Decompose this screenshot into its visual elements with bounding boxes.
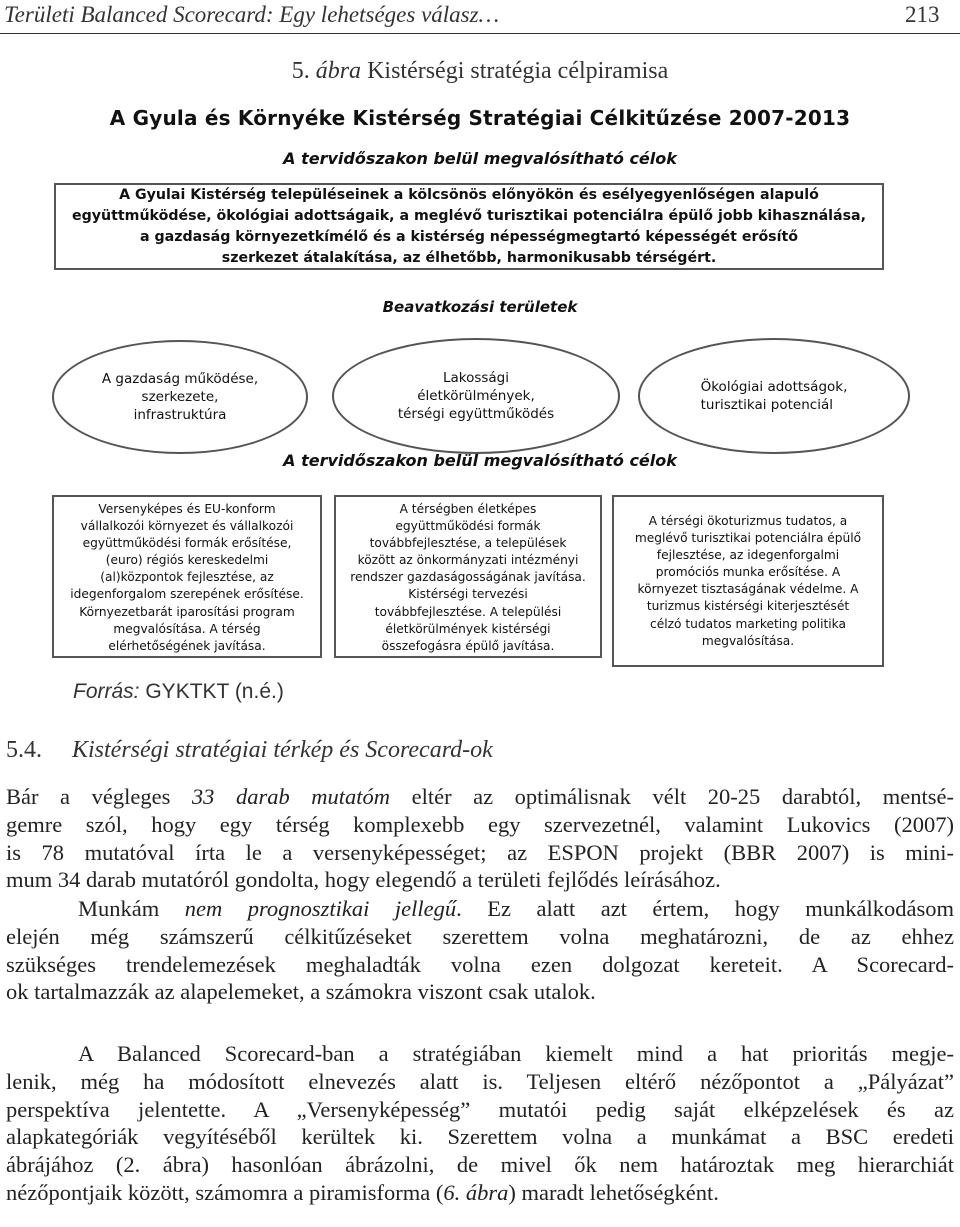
text-line: is 78 mutatóval írta le a versenyképességet; az ESPON projekt (BBR 2007) is mini- xyxy=(6,839,954,865)
area-living-ellipse xyxy=(332,338,620,454)
text-run: Munkám xyxy=(78,896,185,921)
diagram-subtitle-bottom: A tervidőszakon belül megvalósítható célok xyxy=(283,451,677,470)
text-run: eltér az optimálisnak vélt 20-25 darabtól, mentsé- xyxy=(390,784,954,809)
text-line xyxy=(6,895,954,923)
emphasis: nem prognosztikai jellegű xyxy=(184,896,457,921)
source-label: Forrás: xyxy=(73,680,140,703)
caption-text: Kistérségi stratégia célpiramisa xyxy=(361,58,669,84)
text-line: perspektíva jelentette. A „Versenyképesség” mutatói pedig saját elképzelések és az xyxy=(6,1096,954,1122)
text-line: ábrájához (2. ábra) hasonlóan ábrázolni, de mivel ők nem határoztak meg hierarchiát xyxy=(6,1152,954,1178)
emphasis: 6. ábra xyxy=(443,1179,509,1205)
text-line: alapkategóriák vegyítéséből kerültek ki. Szerettem volna a munkámat a BSC eredeti xyxy=(6,1124,954,1150)
text-line: szükséges trendelemezések meghaladták volna ezen dolgozat kereteit. A Scorecard- xyxy=(6,951,954,977)
target-box-living: A térségben életképes együttműködési formák továbbfejlesztése, a települések között az önkormányzati intézményi rendszer gazdaságosságának javítása. Kistérségi tervezési továbbfejlesztése. A települési életkörülmények kistérségi összefogásra épülő javítása. xyxy=(334,495,602,658)
diagram-title: A Gyula és Környéke Kistérség Stratégiai Célkitűzése 2007-2013 xyxy=(109,106,851,130)
text-run: nézőpontjaik között, számomra a piramisforma ( xyxy=(6,1179,444,1205)
caption-prefix: 5. xyxy=(291,58,316,84)
paragraph-1 xyxy=(6,783,954,894)
section-title: Kistérségi stratégiai térkép és Scorecard-ok xyxy=(72,737,493,763)
target-box-economy: Versenyképes és EU-konform vállalkozói környezet és vállalkozói együttműködési formák erősítése, (euro) régiós kereskedelmi (al)központok fejlesztése, az idegenforgalom szerepének erősítése. Környezetbarát iparosítási program megvalósítása. A térség elérhetőségének javítása. xyxy=(52,495,322,658)
text-line: mum 34 darab mutatóról gondolta, hogy elegendő a területi fejlődés leírásához. xyxy=(6,867,721,893)
source-text: GYKTKT (n.é.) xyxy=(139,680,284,703)
text-run: Bár a végleges xyxy=(6,784,192,809)
goal-line: szerkezet átalakítása, az élhetőbb, harmonikusabb térségért. xyxy=(221,250,717,266)
goal-line: a gazdaság környezetkímélő és a kistérség népességmegtartó képességét erősítő xyxy=(139,229,799,245)
area-ecology-ellipse xyxy=(638,338,910,454)
area-living-text: Lakossági életkörülmények, térségi együttműködés xyxy=(397,370,555,422)
text-line xyxy=(6,1179,954,1207)
text-run: . Ez alatt azt értem, hogy munkálkodásom xyxy=(456,896,955,921)
caption-label: ábra xyxy=(315,58,362,84)
figure-source xyxy=(73,680,284,704)
text-run: ) maradt lehetőségként. xyxy=(508,1179,719,1205)
section-number: 5.4. xyxy=(6,737,42,763)
text-line: elején még számszerű célkitűzéseket szerettem volna meghatározni, de az ehhez xyxy=(6,923,954,949)
area-ecology-text: Ökológiai adottságok, turisztikai potenciál xyxy=(700,379,848,413)
goal-line: A Gyulai Kistérség településeinek a kölcsönös előnyökön és esélyegyenlőségen alapuló xyxy=(119,187,819,203)
text-line: A Balanced Scorecard-ban a stratégiában kiemelt mind a hat prioritás megje- xyxy=(78,1041,954,1066)
text-line xyxy=(6,783,954,811)
running-title: Területi Balanced Scorecard: Egy lehetséges válasz… xyxy=(4,2,500,27)
diagram-subtitle-top: A tervidőszakon belül megvalósítható célok xyxy=(283,149,677,168)
intervention-heading: Beavatkozási területek xyxy=(382,298,578,316)
goal-line: együttműködése, ökológiai adottságaik, a meglévő turisztikai potenciálra épülő jobb kihasználása, xyxy=(71,208,867,224)
emphasis: 33 darab mutatóm xyxy=(191,784,391,809)
strategic-goal-box xyxy=(54,183,884,270)
text-line: lenik, még ha módosított elnevezés alatt is. Teljesen eltérő nézőpontot a „Pályázat” xyxy=(6,1068,954,1094)
page-number: 213 xyxy=(905,2,940,27)
section-heading xyxy=(6,737,493,764)
area-economy-text: A gazdaság működése, szerkezete, infrastruktúra xyxy=(101,371,259,423)
text-line: ok tartalmazzák az alapelemeket, a számokra viszont csak utalok. xyxy=(6,979,596,1005)
paragraph-2 xyxy=(6,895,954,1006)
text-line: gemre szól, hogy egy térség komplexebb egy szervezetnél, valamint Lukovics (2007) xyxy=(6,811,954,837)
header-rule xyxy=(0,33,960,34)
figure-caption xyxy=(0,58,960,85)
area-economy-ellipse xyxy=(52,340,308,454)
paragraph-3 xyxy=(6,1040,954,1207)
target-box-ecology: A térségi ökoturizmus tudatos, a meglévő turisztikai potenciálra épülő fejlesztése, az idegenforgalmi promóciós munka erősítése. A környezet tisztaságának védelme. A turizmus kistérségi kiterjesztését célzó tudatos marketing politika megvalósítása. xyxy=(612,495,884,667)
